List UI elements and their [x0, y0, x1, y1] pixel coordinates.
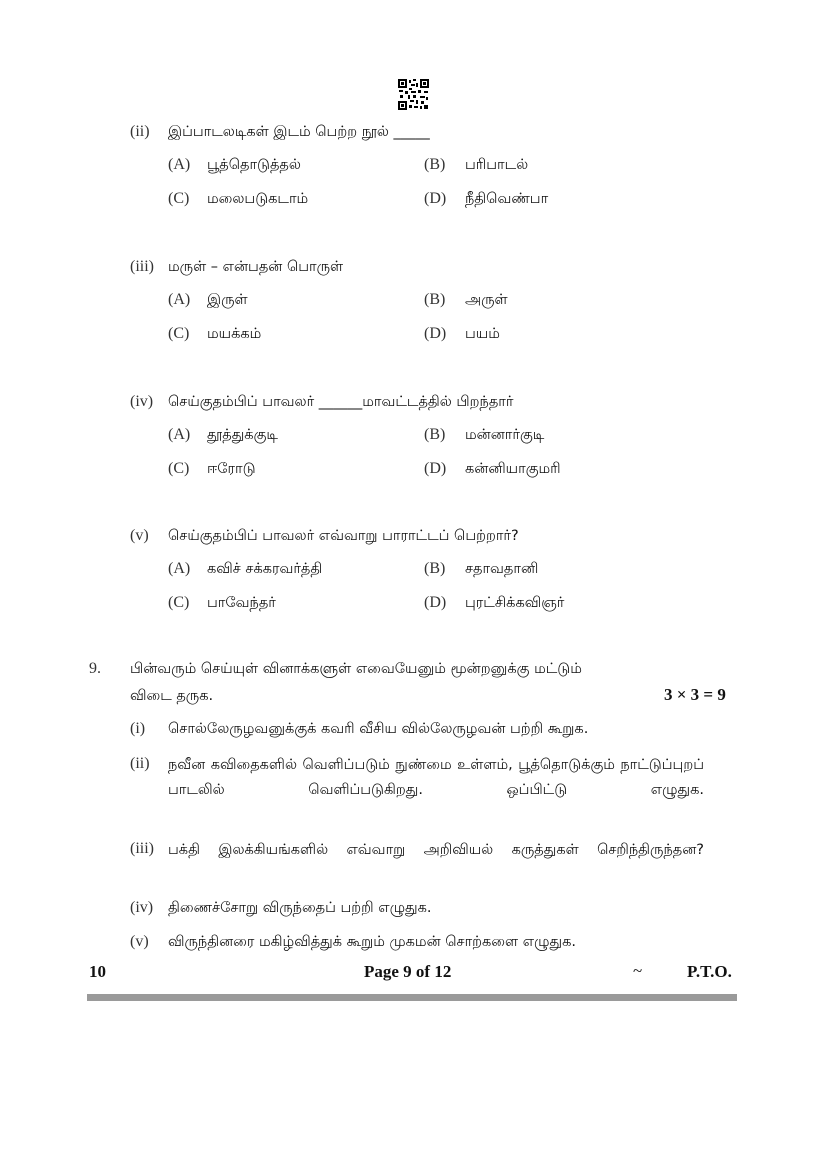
- option-text: பாவேந்தர்: [207, 595, 276, 611]
- page-number: Page 9 of 12: [364, 962, 452, 981]
- option-label: (A): [168, 426, 191, 443]
- question-number: (v): [130, 527, 149, 544]
- option-label: (A): [168, 291, 191, 308]
- footer-rule: [87, 994, 737, 1001]
- option-text: இருள்: [207, 292, 248, 308]
- option-label: (B): [424, 291, 446, 308]
- option-text: அருள்: [465, 292, 508, 308]
- option-label: (B): [424, 560, 446, 577]
- option-label: (A): [168, 560, 191, 577]
- item-text: திணைச்சோறு விருந்தைப் பற்றி எழுதுக.: [168, 900, 432, 916]
- item-number: (i): [130, 720, 146, 737]
- item-text: நவீன கவிதைகளில் வெளிப்படும் நுண்மை உள்ளம், பூத்தொடுக்கும் நாட்டுப்புறப் பாடலில் வெளிப்படுகிறது. ஒப்பிட்டு எழுதுக.: [168, 757, 704, 798]
- question-text: செய்குதம்பிப் பாவலர் ______மாவட்டத்தில் பிறந்தார்: [168, 394, 514, 410]
- item-number: (iii): [130, 840, 154, 857]
- option-label: (D): [424, 594, 447, 611]
- option-text: மன்னார்குடி: [465, 427, 545, 443]
- option-label: (C): [168, 594, 190, 611]
- tilde-mark: ~: [633, 961, 643, 980]
- question-text: செய்குதம்பிப் பாவலர் எவ்வாறு பாராட்டப் பெற்றார்?: [168, 528, 519, 544]
- option-label: (C): [168, 460, 190, 477]
- option-label: (B): [424, 426, 446, 443]
- question-number: (iv): [130, 393, 154, 410]
- option-label: (A): [168, 156, 191, 173]
- marks-label: 3 × 3 = 9: [664, 685, 726, 704]
- paper-code: 10: [89, 962, 106, 981]
- item-text: பக்தி இலக்கியங்களில் எவ்வாறு அறிவியல் கருத்துகள் செறிந்திருந்தன?: [168, 842, 704, 858]
- option-text: கவிச் சக்கரவர்த்தி: [207, 561, 323, 577]
- option-text: பயம்: [465, 326, 500, 342]
- question-number: (ii): [130, 123, 150, 140]
- item-number: (v): [130, 933, 149, 950]
- option-text: மலைபடுகடாம்: [207, 191, 309, 207]
- item-number: (iv): [130, 899, 154, 916]
- option-label: (C): [168, 325, 190, 342]
- option-label: (D): [424, 325, 447, 342]
- option-text: பூத்தொடுத்தல்: [207, 157, 301, 173]
- qr-code-icon: [397, 78, 430, 111]
- option-text: கன்னியாகுமரி: [465, 461, 561, 477]
- option-text: சதாவதானி: [465, 561, 539, 577]
- option-label: (D): [424, 190, 447, 207]
- pto-label: P.T.O.: [687, 962, 732, 981]
- item-text: விருந்தினரை மகிழ்வித்துக் கூறும் முகமன் சொற்களை எழுதுக.: [168, 934, 576, 950]
- option-label: (B): [424, 156, 446, 173]
- item-text: சொல்லேருழவனுக்குக் கவரி வீசிய வில்லேருழவன் பற்றி கூறுக.: [168, 721, 589, 737]
- option-text: நீதிவெண்பா: [465, 191, 549, 207]
- question-instruction: பின்வரும் செய்யுள் வினாக்களுள் எவையேனும் மூன்றனுக்கு மட்டும்: [130, 661, 582, 677]
- question-text: மருள் – என்பதன் பொருள்: [168, 259, 344, 275]
- option-label: (C): [168, 190, 190, 207]
- item-number: (ii): [130, 755, 150, 772]
- option-text: மயக்கம்: [207, 326, 262, 342]
- option-text: தூத்துக்குடி: [207, 427, 278, 443]
- question-number: (iii): [130, 258, 154, 275]
- question-instruction: விடை தருக.: [130, 688, 214, 704]
- option-text: ஈரோடு: [207, 461, 256, 477]
- option-label: (D): [424, 460, 447, 477]
- question-text: இப்பாடலடிகள் இடம் பெற்ற நூல் _____: [168, 124, 430, 140]
- option-text: புரட்சிக்கவிஞர்: [465, 595, 565, 611]
- question-number: 9.: [89, 660, 101, 677]
- option-text: பரிபாடல்: [465, 157, 529, 173]
